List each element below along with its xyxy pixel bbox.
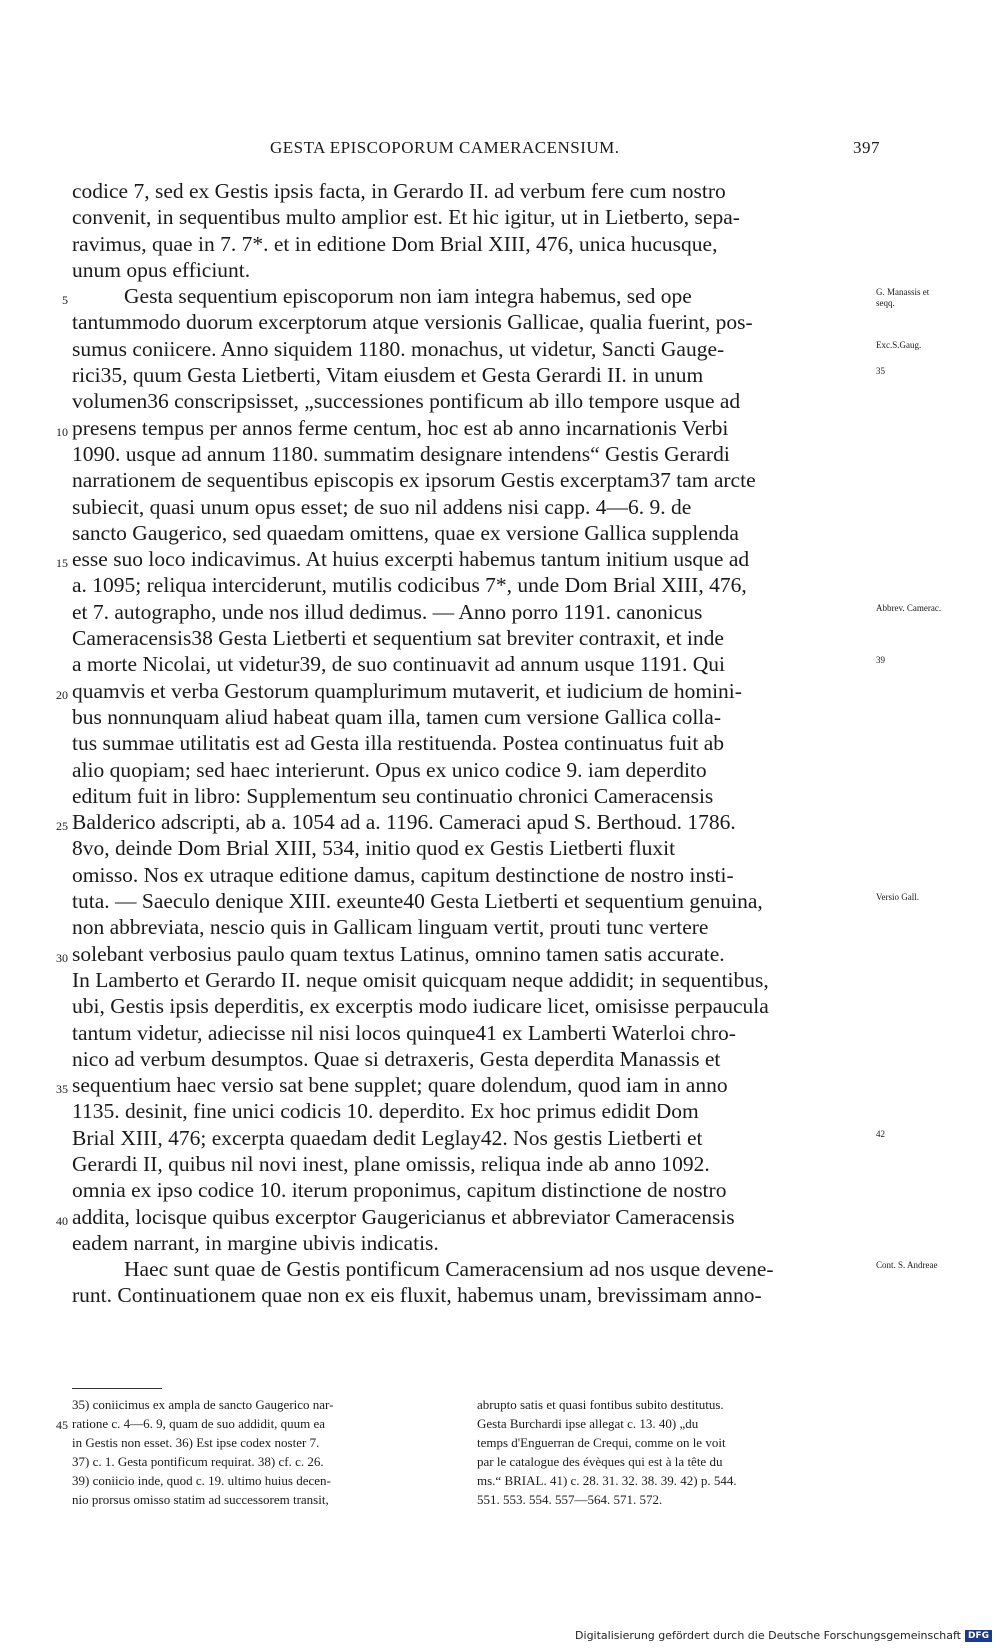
footnote-text: 39) coniicio inde, quod c. 19. ultimo huius decen-	[72, 1473, 331, 1488]
line-text: omisso. Nos ex utraque editione damus, capitum destinctione de nostro insti-	[72, 862, 734, 887]
footnote-rule	[72, 1388, 162, 1389]
footnote-line: temps d'Enguerran de Crequi, comme on le voit	[477, 1435, 726, 1450]
line-number: 10	[56, 424, 68, 439]
text-line	[72, 1256, 872, 1282]
footnote-line: abrupto satis et quasi fontibus subito destitutus.	[477, 1397, 724, 1412]
text-line	[72, 520, 872, 546]
line-text: volumen36 conscripsisset, „successiones pontificum ab illo tempore usque ad	[72, 389, 741, 414]
text-line	[72, 309, 872, 335]
text-line	[72, 494, 872, 520]
line-text: Gesta sequentium episcoporum non iam integra habemus, sed ope	[124, 284, 692, 309]
text-line	[72, 362, 872, 388]
text-line	[56, 809, 872, 835]
line-text: ravimus, quae in 7. 7*. et in editione Dom Brial XIII, 476, unica hucusque,	[72, 231, 718, 256]
line-text: nico ad verbum desumptos. Quae si detraxeris, Gesta deperdita Manassis et	[72, 1046, 721, 1071]
footnote-line	[56, 1414, 467, 1433]
line-text: 1090. usque ad annum 1180. summatim designare intendens“ Gestis Gerardi	[72, 441, 730, 466]
text-line	[56, 415, 872, 441]
text-line	[72, 835, 872, 861]
footer-text: Digitalisierung gefördert durch die Deutsche Forschungsgemeinschaft	[575, 1629, 961, 1642]
line-text: subiecit, quasi unum opus esset; de suo nil addens nisi capp. 4—6. 9. de	[72, 494, 692, 519]
text-line	[72, 1230, 872, 1256]
margin-note: Cont. S. Andreae	[876, 1260, 938, 1271]
running-header	[270, 138, 880, 158]
text-line	[72, 914, 872, 940]
text-line	[72, 967, 872, 993]
footnote-text: 35) coniicimus ex ampla de sancto Gaugerico nar-	[72, 1397, 334, 1412]
margin-note: G. Manassis et seqq.	[876, 287, 930, 309]
margin-note: Abbrev. Camerac.	[876, 602, 942, 613]
text-line	[72, 757, 872, 783]
footnote-line	[72, 1471, 467, 1490]
text-line	[72, 1282, 872, 1308]
margin-note: 42	[876, 1128, 885, 1139]
text-line	[72, 651, 872, 677]
text-line	[72, 467, 872, 493]
line-text: et 7. autographo, unde nos illud dedimus. — Anno porro 1191. canonicus	[72, 599, 703, 624]
text-line	[72, 888, 872, 914]
line-text: Brial XIII, 476; excerpta quaedam dedit Leglay42. Nos gestis Lietberti et	[72, 1125, 703, 1150]
footnote-line	[72, 1395, 467, 1414]
header-title: GESTA EPISCOPORUM CAMERACENSIUM.	[270, 138, 620, 157]
text-line	[72, 1151, 872, 1177]
line-number: 40	[56, 1213, 68, 1228]
line-text: narrationem de sequentibus episcopis ex ipsorum Gestis excerptam37 tam arcte	[72, 468, 756, 493]
footnote-line	[72, 1452, 467, 1471]
line-text: convenit, in sequentibus multo amplior est. Et hic igitur, ut in Lietberto, sepa-	[72, 205, 740, 230]
footnote-text: in Gestis non esset. 36) Est ipse codex noster 7.	[72, 1435, 320, 1450]
margin-note: Exc.S.Gaug.	[876, 339, 922, 350]
page-number: 397	[853, 138, 880, 157]
line-text: tantum videtur, adiecisse nil nisi locos quinque41 ex Lamberti Waterloi chro-	[72, 1020, 736, 1045]
line-text: a. 1095; reliqua interciderunt, mutilis codicibus 7*, unde Dom Brial XIII, 476,	[72, 573, 747, 598]
line-text: solebant verbosius paulo quam textus Latinus, omnino tamen satis accurate.	[72, 941, 725, 966]
line-number: 15	[56, 556, 68, 571]
line-text: codice 7, sed ex Gestis ipsis facta, in Gerardo II. ad verbum fere cum nostro	[72, 179, 726, 203]
text-line	[72, 1177, 872, 1203]
text-line	[72, 1098, 872, 1124]
line-text: tantummodo duorum excerptorum atque versionis Gallicae, qualia fuerint, pos-	[72, 310, 753, 335]
text-line	[72, 1125, 872, 1151]
line-number: 20	[56, 687, 68, 702]
text-line	[72, 572, 872, 598]
text-line	[56, 1072, 872, 1098]
text-line	[72, 388, 872, 414]
text-line	[72, 1046, 872, 1072]
text-line	[72, 336, 872, 362]
text-line	[72, 704, 872, 730]
text-line	[72, 783, 872, 809]
line-text: 1135. desinit, fine unici codicis 10. deperdito. Ex hoc primus edidit Dom	[72, 1099, 699, 1124]
footnote-line	[72, 1490, 467, 1509]
text-line	[56, 546, 872, 572]
text-line	[56, 1204, 872, 1230]
line-text: ubi, Gestis ipsis deperditis, ex excerptis modo iudicare licet, omisisse perpaucula	[72, 994, 769, 1019]
footnotes-right-column	[477, 1395, 872, 1509]
margin-note: Versio Gall.	[876, 892, 919, 903]
margin-note: 39	[876, 655, 885, 666]
text-line	[72, 204, 872, 230]
line-text: quamvis et verba Gestorum quamplurimum mutaverit, et iudicium de homini-	[72, 678, 742, 703]
line-text: Balderico adscripti, ab a. 1054 ad a. 1196. Cameraci apud S. Berthoud. 1786.	[72, 810, 736, 835]
line-number: 30	[56, 950, 68, 965]
footnote-line	[72, 1433, 467, 1452]
line-text: unum opus efficiunt.	[72, 257, 251, 282]
line-text: editum fuit in libro: Supplementum seu continuatio chronici Cameracensis	[72, 783, 714, 808]
text-line	[72, 1020, 872, 1046]
line-text: sumus coniicere. Anno siquidem 1180. monachus, ut videtur, Sancti Gauge-	[72, 336, 725, 361]
line-text: sequentium haec versio sat bene supplet; quare dolendum, quod iam in anno	[72, 1073, 728, 1098]
text-line	[72, 625, 872, 651]
text-line	[72, 993, 872, 1019]
margin-note: 35	[876, 366, 885, 377]
line-text: presens tempus per annos ferme centum, hoc est ab anno incarnationis Verbi	[72, 415, 729, 440]
line-text: 8vo, deinde Dom Brial XIII, 534, initio quod ex Gestis Lietberti fluxit	[72, 836, 676, 861]
footnote-line: Gesta Burchardi ipse allegat c. 13. 40) „du	[477, 1416, 699, 1431]
footnote-text: nio prorsus omisso statim ad successorem transit,	[72, 1492, 329, 1507]
line-number: 25	[56, 819, 68, 834]
text-line	[56, 941, 872, 967]
line-text: a morte Nicolai, ut videtur39, de suo continuavit ad annum usque 1191. Qui	[72, 652, 726, 677]
line-text: tuta. — Saeculo denique XIII. exeunte40 Gesta Lietberti et sequentium genuina,	[72, 889, 763, 914]
line-text: sancto Gaugerico, sed quaedam omittens, quae ex versione Gallica supplenda	[72, 520, 739, 545]
line-number: 35	[56, 1082, 68, 1097]
footnote-text: ratione c. 4—6. 9, quam de suo addidit, quum ea	[72, 1416, 326, 1431]
text-line	[72, 730, 872, 756]
line-text: bus nonnunquam aliud habeat quam illa, tamen cum versione Gallica colla-	[72, 704, 721, 729]
line-text: runt. Continuationem quae non ex eis fluxit, habemus unam, brevissimam anno-	[72, 1283, 762, 1308]
body-text	[56, 178, 872, 1309]
line-text: esse suo loco indicavimus. At huius excerpti habemus tantum initium usque ad	[72, 547, 750, 572]
line-text: Gerardi II, quibus nil novi inest, plane omissis, reliqua inde ab anno 1092.	[72, 1151, 710, 1176]
line-text: eadem narrant, in margine ubivis indicatis.	[72, 1230, 439, 1255]
line-text: omnia ex ipso codice 10. iterum proponimus, capitum distinctione de nostro	[72, 1178, 727, 1203]
digitization-footer	[575, 1629, 992, 1642]
line-text: addita, locisque quibus excerptor Gaugericianus et abbreviator Cameracensis	[72, 1204, 735, 1229]
footnotes-left-column	[56, 1395, 467, 1509]
text-line	[56, 678, 872, 704]
line-text: alio quopiam; sed haec interierunt. Opus ex unico codice 9. iam deperdito	[72, 757, 707, 782]
line-text: non abbreviata, nescio quis in Gallicam linguam vertit, prouti tunc vertere	[72, 915, 709, 940]
text-line	[72, 257, 872, 283]
text-line	[72, 178, 872, 204]
line-number: 5	[62, 293, 68, 308]
text-line	[72, 599, 872, 625]
dfg-logo: DFG	[965, 1630, 992, 1642]
line-text: tus summae utilitatis est ad Gesta illa restituenda. Postea continuatus fuit ab	[72, 731, 725, 756]
text-line	[72, 862, 872, 888]
text-line	[72, 231, 872, 257]
footnote-text: 37) c. 1. Gesta pontificum requirat. 38) cf. c. 26.	[72, 1454, 324, 1469]
text-line	[72, 441, 872, 467]
line-text: rici35, quum Gesta Lietberti, Vitam eiusdem et Gesta Gerardi II. in unum	[72, 363, 704, 388]
footnote-line: ms.“ BRIAL. 41) c. 28. 31. 32. 38. 39. 42) p. 544.	[477, 1473, 737, 1488]
line-text: Cameracensis38 Gesta Lietberti et sequentium sat breviter contraxit, et inde	[72, 626, 724, 651]
line-number: 45	[56, 1418, 68, 1432]
footnote-line: par le catalogue des évèques qui est à la tête du	[477, 1454, 723, 1469]
text-line	[62, 283, 872, 309]
footnote-line: 551. 553. 554. 557—564. 571. 572.	[477, 1492, 663, 1507]
line-text: In Lamberto et Gerardo II. neque omisit quicquam neque addidit; in sequentibus,	[72, 967, 769, 992]
line-text: Haec sunt quae de Gestis pontificum Cameracensium ad nos usque devene-	[124, 1257, 774, 1282]
